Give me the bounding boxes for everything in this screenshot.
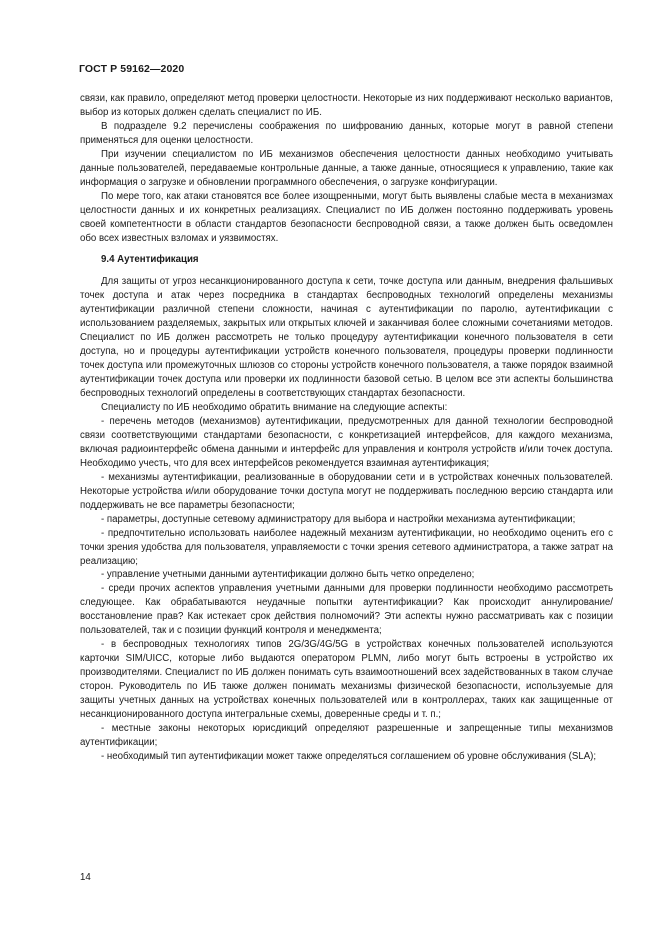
paragraph: Для защиты от угроз несанкционированного доступа к сети, точке доступа или данным, внедрения фальшивых точек доступа и атак через посредника в стандартах беспроводных технологий определены механизмы аутентификации различной степени сложности, начиная с аутентификации по паролю, аутентификации с использованием разделяемых, закрытых или открытых ключей и заканчивая более сложными сочетаниями методов. Специалист по ИБ должен рассмотреть не только процедуру аутентификации конечного пользователя в сети доступа, но и процедуры аутентификации устройств конечного пользователя, процедуры проверки подлинности точек доступа или промежуточных шлюзов со стороны устройств конечного пользователя, а также порядок взаимной аутентификации точек доступа или проверки их подлинности базовой сетью. В целом все эти аспекты большинства беспроводных технологий определены в соответствующих стандартах безопасности. (80, 276, 613, 400)
document-header-standard-number: ГОСТ Р 59162—2020 (79, 63, 185, 75)
list-item: - механизмы аутентификации, реализованные в оборудовании сети и в устройствах конечных пользователей. Некоторые устройства и/или оборудование точки доступа могут не поддерживать последнюю версию стандарта или поддерживать не все параметры безопасности; (80, 471, 613, 511)
section-heading-authentication: 9.4 Аутентификация (101, 254, 199, 266)
list-item: - параметры, доступные сетевому администратору для выбора и настройки механизма аутентификации; (101, 513, 576, 525)
list-item: - в беспроводных технологиях типов 2G/3G/4G/5G в устройствах конечных пользователей используются карточки SIM/UICC, которые либо выдаются оператором PLMN, либо могут быть встроены в устройство их производителями. Специалист по ИБ должен понимать суть взаимоотношений всех задействованных в таком случае сторон. Руководитель по ИБ также должен понимать механизмы физической безопасности, используемые для защиты учетных данных на устройствах конечных пользователей или в контроллерах, таких как защищенные от несанкционированного доступа интегральные схемы, доверенные среды и т. п.; (80, 639, 613, 720)
list-item: - управление учетными данными аутентификации должно быть четко определено; (101, 569, 475, 581)
paragraph: При изучении специалистом по ИБ механизмов обеспечения целостности данных необходимо учитывать данные пользователей, передаваемые контрольные данные, а также данные, относящиеся к управлению, такие как информация о загрузке и обновлении программного обеспечения, о загрузке конфигурации. (80, 148, 613, 188)
page-number: 14 (80, 872, 91, 883)
list-item: - местные законы некоторых юрисдикций определяют разрешенные и запрещенные типы механизмов аутентификации; (80, 722, 613, 748)
list-item: - среди прочих аспектов управления учетными данными для проверки подлинности необходимо рассмотреть следующее. Как обрабатываются неудачные попытки аутентификации? Как происходит аннулирование/восстановление прав? Как истекает срок действия полномочий? Эти аспекты нужно рассматривать как с позиции пользователей, так и с позиции функций контроля и менеджмента; (80, 583, 613, 637)
paragraph: В подразделе 9.2 перечислены соображения по шифрованию данных, которые могут в равной степени применяться для оценки целостности. (80, 120, 613, 146)
paragraph: По мере того, как атаки становятся все более изощренными, могут быть выявлены слабые места в механизмах целостности данных и их конкретных реализациях. Специалист по ИБ должен постоянно поддерживать уровень своей компетентности в области стандартов безопасности беспроводной связи, а также должен быть осведомлен обо всех известных взломах и уязвимостях. (80, 190, 613, 244)
paragraph: Специалисту по ИБ необходимо обратить внимание на следующие аспекты: (101, 402, 448, 414)
paragraph-continuation: связи, как правило, определяют метод проверки целостности. Некоторые из них поддерживают несколько вариантов, выбор из которых должен сделать специалист по ИБ. (80, 93, 613, 118)
document-body (80, 92, 613, 764)
list-item: - необходимый тип аутентификации может также определяться соглашением об уровне обслуживания (SLA); (101, 750, 597, 762)
list-item: - предпочтительно использовать наиболее надежный механизм аутентификации, но необходимо оценить его с точки зрения удобства для пользователя, управляемости с точки зрения сетевого администратора, а также затрат на реализацию; (80, 527, 613, 567)
list-item: - перечень методов (механизмов) аутентификации, предусмотренных для данной технологии беспроводной связи соответствующими стандартами безопасности, с конкретизацией интерфейсов, для каждого механизма, включая радиоинтерфейс обмена данными и интерфейс для управления и контроля устройств и/или точек доступа. Необходимо учесть, что для всех интерфейсов рекомендуется взаимная аутентификация; (80, 415, 613, 469)
